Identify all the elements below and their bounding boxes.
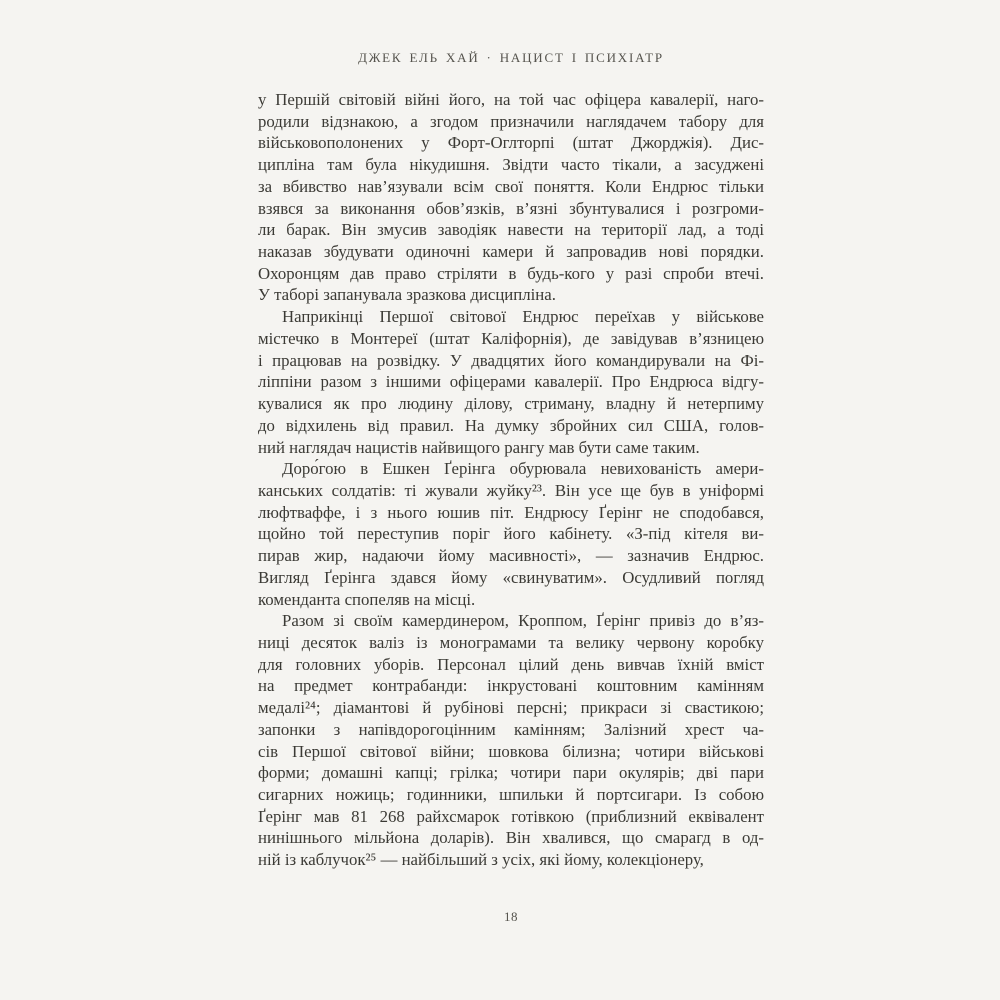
- text-line: взявся за виконання обов’язків, в’язні збунтувалися і розгроми-: [258, 198, 764, 218]
- text-line: і працював на розвідку. У двадцятих його командирували на Фі-: [258, 350, 764, 370]
- text-line: наказав збудувати одиночні камери й запровадив нові порядки.: [258, 242, 764, 262]
- text-line: ципліна там була нікудишня. Звідти часто тікали, а засуджені: [258, 155, 764, 175]
- text-line: Доро́гою в Ешкен Ґерінга обурювала невихованість амери-: [282, 459, 764, 479]
- page-number: 18: [504, 909, 518, 924]
- running-header: [258, 50, 764, 66]
- text-line: люфтваффе, і з нього юшив піт. Ендрюсу Ґерінг не сподобався,: [258, 502, 764, 522]
- paragraph: [258, 610, 764, 871]
- text-line: ліппіни разом з іншими офіцерами кавалерії. Про Ендрюса відгу-: [258, 372, 764, 392]
- text-line: Охоронцям дав право стріляти в будь-кого у разі спроби втечі.: [258, 263, 764, 283]
- text-line: ли барак. Він змусив заводіяк навести на території лад, а тоді: [258, 220, 764, 240]
- text-line: у Першій світовій війні його, на той час офіцера кавалерії, наго-: [258, 90, 764, 109]
- text-line: пирав жир, надаючи йому масивності», — зазначив Ендрюс.: [258, 546, 764, 566]
- text-line: кувалися як про людину ділову, стриману, владну й нетерпиму: [258, 394, 764, 414]
- paragraph: [258, 458, 764, 610]
- text-line: ниці десяток валіз із монограмами та велику червону коробку: [258, 632, 764, 652]
- text-line: для головних уборів. Персонал цілий день вивчав їхній вміст: [258, 654, 764, 674]
- text-line: Вигляд Ґерінга здався йому «свинуватим». Осудливий погляд: [258, 567, 764, 587]
- text-line: містечко в Монтереї (штат Каліфорнія), де завідував в’язницею: [258, 328, 764, 348]
- text-line: до відхилень від правил. На думку збройних сил США, голов-: [258, 415, 764, 435]
- page-text-column: [258, 89, 764, 871]
- text-line: Разом зі своїм камердинером, Кроппом, Ґерінг привіз до в’яз-: [282, 611, 764, 631]
- text-line: родили відзнакою, а згодом призначили наглядачем табору для: [258, 111, 764, 131]
- text-line: медалі²⁴; діамантові й рубінові персні; прикраси зі свастикою;: [258, 698, 764, 718]
- text-line: ний наглядач нацистів найвищого рангу мав бути саме таким.: [258, 437, 700, 457]
- text-line: щойно той переступив поріг його кабінету. «З-під кітеля ви-: [258, 524, 764, 544]
- text-line: сів Першої світової війни; шовкова білизна; чотири військові: [258, 741, 764, 761]
- text-line: коменданта спопеляв на місці.: [258, 589, 476, 609]
- text-line: запонки з напівдорогоцінним камінням; Залізний хрест ча-: [258, 719, 764, 739]
- text-line: на предмет контрабанди: інкрустовані коштовним камінням: [258, 676, 764, 696]
- paragraph: [258, 306, 764, 458]
- text-line: сигарних ножиць; годинники, шпильки й портсигари. Із собою: [258, 785, 764, 804]
- paragraph: [258, 89, 764, 306]
- text-line: Ґерінг мав 81 268 райхсмарок готівкою (приблизний еквівалент: [258, 806, 764, 826]
- text-line: ній із каблучок²⁵ — найбільший з усіх, які йому, колекціонеру,: [258, 850, 704, 870]
- text-line: У таборі запанувала зразкова дисципліна.: [258, 285, 556, 305]
- running-header-text: ДЖЕК ЕЛЬ ХАЙ · НАЦИСТ І ПСИХІАТР: [358, 50, 664, 65]
- text-line: Наприкінці Першої світової Ендрюс переїхав у військове: [282, 307, 764, 327]
- text-line: за вбивство нав’язували всім свої поняття. Коли Ендрюс тільки: [258, 176, 764, 196]
- text-line: канських солдатів: ті жували жуйку²³. Він усе ще був в уніформі: [258, 480, 764, 500]
- text-line: військовополонених у Форт-Оглторпі (штат Джорджія). Дис-: [258, 133, 764, 153]
- text-line: форми; домашні капці; грілка; чотири пари окулярів; дві пари: [258, 763, 764, 783]
- text-line: нинішнього мільйона доларів). Він хвалився, що смарагд в од-: [258, 828, 764, 848]
